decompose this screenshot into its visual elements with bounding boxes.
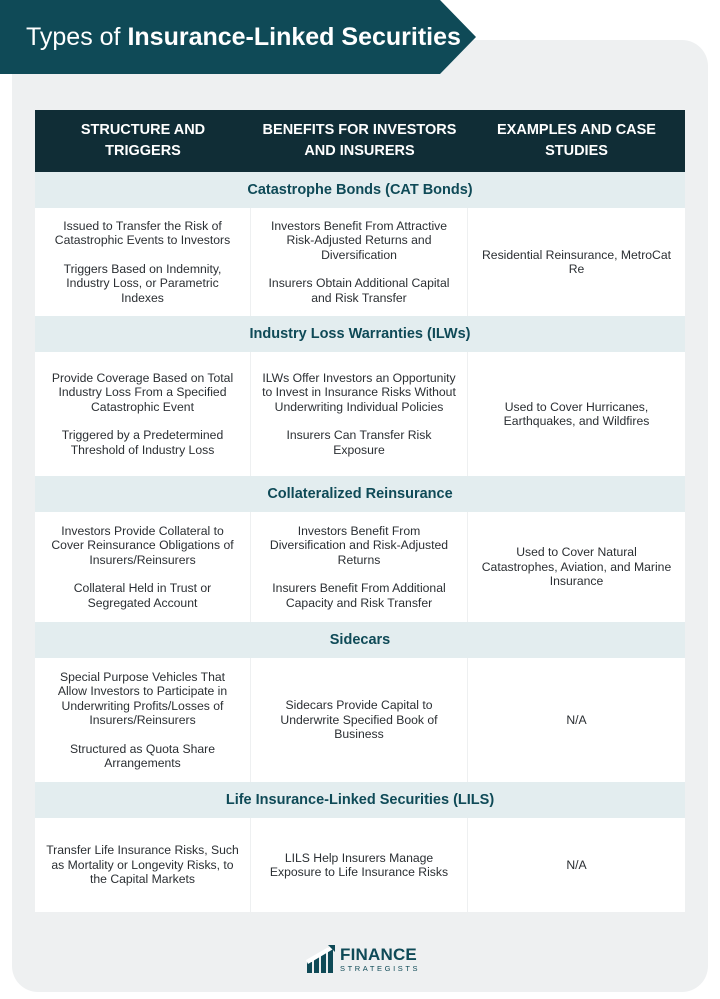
cell-text: Used to Cover Hurricanes, Earthquakes, and Wildfires [503,399,650,428]
category-cat-bonds: Catastrophe Bonds (CAT Bonds) [35,172,685,208]
table-header [35,110,685,172]
table-row [35,352,685,476]
table-row [35,658,685,782]
logo-chart-icon [306,944,336,974]
title-prefix: Types of [26,23,121,51]
examples-cell [468,352,685,476]
cell-text: Insurers Benefit From Additional Capacity and Risk Transfer [272,581,446,610]
category-ilws: Industry Loss Warranties (ILWs) [35,316,685,352]
benefits-cell [251,512,467,622]
logo-subtitle: STRATEGISTS [340,963,421,973]
column-header-structure: STRUCTURE AND TRIGGERS [80,122,206,159]
cell-text: N/A [566,857,587,872]
cell-text: Transfer Life Insurance Risks, Such as Mortality or Longevity Risks, to the Capital Markets [46,843,239,887]
page-title [26,22,461,52]
cell-text: Used to Cover Natural Catastrophes, Aviation, and Marine Insurance [481,545,672,589]
ils-table [35,110,685,912]
cell-text: Insurers Obtain Additional Capital and Risk Transfer [268,276,450,305]
structure-cell [35,818,250,912]
title-bold: Insurance-Linked Securities [127,23,461,51]
cell-text: Provide Coverage Based on Total Industry Loss From a Specified Catastrophic Event [51,370,234,414]
cell-text: Investors Benefit From Diversification and Risk-Adjusted Returns [269,523,449,567]
cell-text: Investors Provide Collateral to Cover Reinsurance Obligations of Insurers/Reinsurers [51,523,234,567]
category-lils: Life Insurance-Linked Securities (LILS) [35,782,685,818]
cell-text: Investors Benefit From Attractive Risk-Adjusted Returns and Diversification [270,218,448,262]
cell-text: N/A [566,712,587,727]
logo-text [340,946,420,973]
structure-cell [35,658,250,782]
cell-text: Insurers Can Transfer Risk Exposure [286,428,432,457]
structure-cell [35,208,250,316]
cell-text: Special Purpose Vehicles That Allow Investors to Participate in Underwriting Profits/Losses of Insurers/Reinsurers [57,669,228,727]
examples-cell [468,512,685,622]
examples-cell [468,818,685,912]
cell-text: LILS Help Insurers Manage Exposure to Life Insurance Risks [269,850,449,879]
table-row [35,512,685,622]
category-collateralized-reinsurance: Collateralized Reinsurance [35,476,685,512]
column-header-benefits: BENEFITS FOR INVESTORS AND INSURERS [262,122,457,159]
cell-text: Triggers Based on Indemnity, Industry Loss, or Parametric Indexes [63,261,222,305]
table-row [35,818,685,912]
cell-text: Triggered by a Predetermined Threshold of Industry Loss [61,428,224,457]
structure-cell [35,352,250,476]
examples-cell [468,208,685,316]
examples-cell [468,658,685,782]
structure-cell [35,512,250,622]
finance-strategists-logo [306,943,420,975]
benefits-cell [251,352,467,476]
cell-text: Issued to Transfer the Risk of Catastrophic Events to Investors [54,218,231,248]
benefits-cell [251,658,467,782]
benefits-cell [251,818,467,912]
cell-text: Sidecars Provide Capital to Underwrite Specified Book of Business [280,698,438,742]
cell-text: Residential Reinsurance, MetroCat Re [482,247,671,276]
cell-text: Structured as Quota Share Arrangements [70,741,215,770]
cell-text: ILWs Offer Investors an Opportunity to Invest in Insurance Risks Without Underwriting Individual Policies [262,370,456,414]
benefits-cell [251,208,467,316]
column-header-examples: EXAMPLES AND CASE STUDIES [497,122,656,159]
cell-text: Collateral Held in Trust or Segregated Account [73,581,212,610]
logo-name: FINANCE [340,944,417,964]
category-sidecars: Sidecars [35,622,685,658]
table-row [35,208,685,316]
